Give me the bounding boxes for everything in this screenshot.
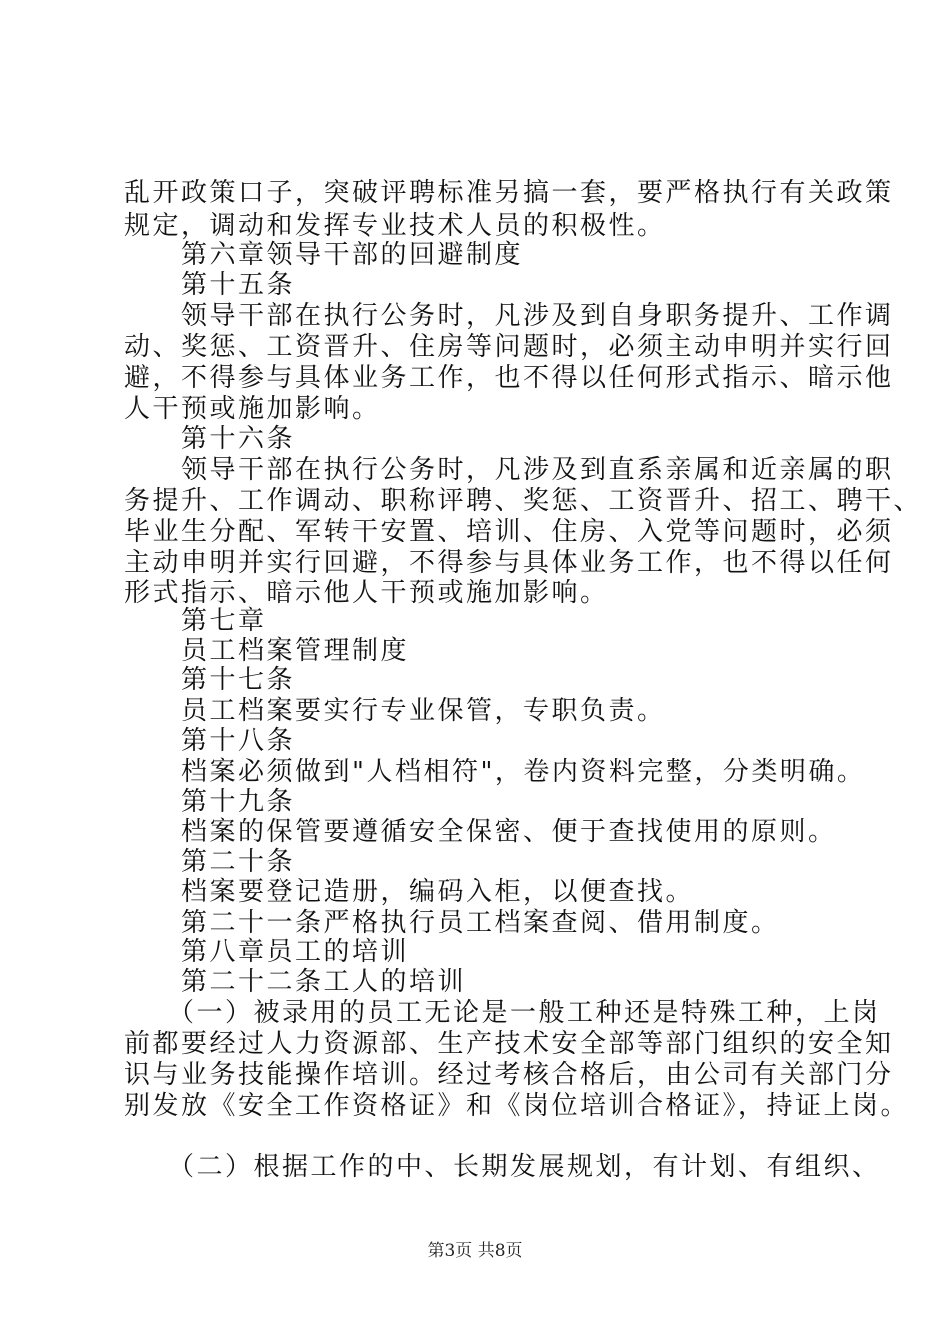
body-line-12: 毕业生分配、军转干安置、培训、住房、入党等问题时，必须 [124,517,894,547]
article-heading-18: 第十八条 [124,726,296,756]
chapter-title-7: 员工档案管理制度 [124,636,410,666]
chapter-heading-7: 第七章 [124,606,267,636]
article-heading-19: 第十九条 [124,787,296,817]
body-line-28: （一）被录用的员工无论是一般工种还是特殊工种，上岗 [124,998,881,1028]
body-line-14: 形式指示、暗示他人干预或施加影响。 [124,578,609,608]
article-heading-20: 第二十条 [124,847,296,877]
body-line-6: 动、奖惩、工资晋升、住房等问题时，必须主动申明并实行回 [124,332,894,362]
body-line-25: 第二十一条严格执行员工档案查阅、借用制度。 [124,908,780,938]
body-line-8: 人干预或施加影响。 [124,394,381,424]
article-heading-16: 第十六条 [124,424,296,454]
body-line-13: 主动申明并实行回避，不得参与具体业务工作，也不得以任何 [124,548,894,578]
body-line-20: 档案必须做到"人档相符"，卷内资料完整，分类明确。 [124,757,866,787]
body-line-5: 领导干部在执行公务时，凡涉及到自身职务提升、工作调 [124,301,894,331]
body-line-29: 前都要经过人力资源部、生产技术安全部等部门组织的安全知 [124,1029,894,1059]
body-line-24: 档案要登记造册，编码入柜，以便查找。 [124,877,695,907]
body-line-11: 务提升、工作调动、职称评聘、奖惩、工资晋升、招工、聘干、 [124,486,923,516]
body-line-31: 别发放《安全工作资格证》和《岗位培训合格证》，持证上岗。 [124,1091,910,1121]
body-line-18: 员工档案要实行专业保管，专职负责。 [124,696,666,726]
body-line-22: 档案的保管要遵循安全保密、便于查找使用的原则。 [124,817,837,847]
chapter-heading-8: 第八章员工的培训 [124,937,410,967]
page-number-footer: 第3页 共8页 [427,1241,523,1261]
body-line-1: 乱开政策口子，突破评聘标准另搞一套，要严格执行有关政策 [124,178,894,208]
body-line-2: 规定，调动和发挥专业技术人员的积极性。 [124,211,666,241]
body-line-32: （二）根据工作的中、长期发展规划，有计划、有组织、 [124,1152,881,1182]
body-line-30: 识与业务技能操作培训。经过考核合格后，由公司有关部门分 [124,1060,894,1090]
body-line-7: 避，不得参与具体业务工作，也不得以任何形式指示、暗示他 [124,363,894,393]
article-heading-22: 第二十二条工人的培训 [124,967,467,997]
chapter-heading-6: 第六章领导干部的回避制度 [124,240,524,270]
body-line-10: 领导干部在执行公务时，凡涉及到直系亲属和近亲属的职 [124,455,894,485]
article-heading-15: 第十五条 [124,270,296,300]
article-heading-17: 第十七条 [124,665,296,695]
